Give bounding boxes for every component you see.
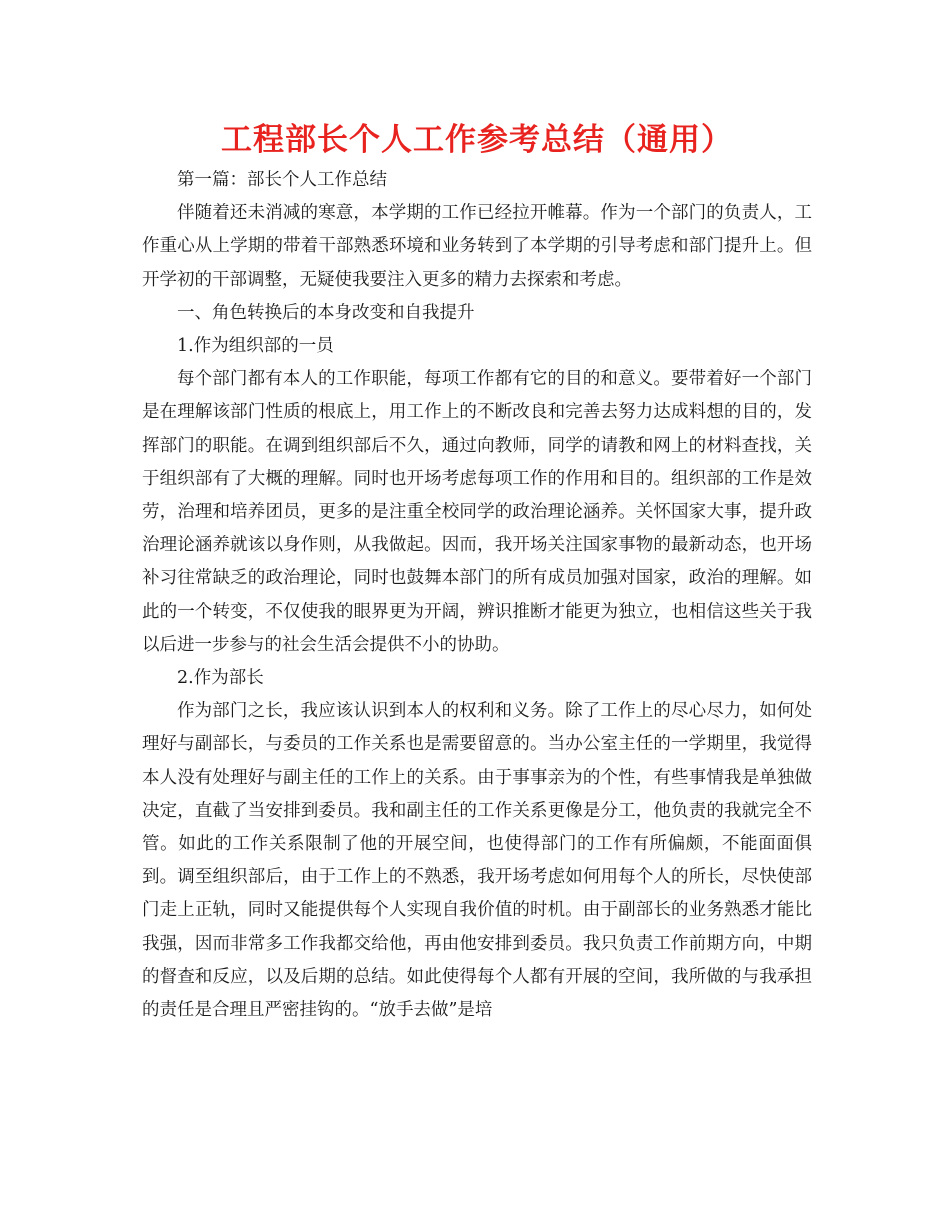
subsection-heading: 一、角色转换后的本身改变和自我提升	[177, 302, 475, 323]
document-page	[142, 118, 812, 1027]
body-paragraph: 每个部门都有本人的工作职能，每项工作都有它的目的和意义。要带着好一个部门是在理解该部门性质的根底上，用工作上的不断改良和完善去努力达成料想的目的，发挥部门的职能。在调到组织部后不久，通过向教师，同学的请教和网上的材料查找，关于组织部有了大概的理解。同时也开场考虑每项工作的作用和目的。组织部的工作是效劳，治理和培养团员，更多的是注重全校同学的政治理论涵养。关怀国家大事，提升政治理论涵养就该以身作则，从我做起。因而，我开场关注国家事物的最新动态，也开场补习往常缺乏的政治理论，同时也鼓舞本部门的所有成员加强对国家，政治的理解。如此的一个转变，不仅使我的眼界更为开阔，辨识推断才能更为独立，也相信这些关于我以后进一步参与的社会生活会提供不小的协助。	[142, 369, 812, 655]
body-paragraph: 作为部门之长，我应该认识到本人的权利和义务。除了工作上的尽心尽力，如何处理好与副部长，与委员的工作关系也是需要留意的。当办公室主任的一学期里，我觉得本人没有处理好与副主任的工作上的关系。由于事事亲为的个性，有些事情我是单独做决定，直截了当安排到委员。我和副主任的工作关系更像是分工，他负责的我就完全不管。如此的工作关系限制了他的开展空间，也使得部门的工作有所偏颇，不能面面俱到。调至组织部后，由于工作上的不熟悉，我开场考虑如何用每个人的所长，尽快使部门走上正轨，同时又能提供每个人实现自我价值的时机。由于副部长的业务熟悉才能比我强，因而非常多工作我都交给他，再由他安排到委员。我只负责工作前期方向，中期的督查和反应，以及后期的总结。如此使得每个人都有开展的空间，我所做的与我承担的责任是合理且严密挂钩的。“放手去做”是培	[142, 701, 812, 1021]
section-heading: 第一篇：部长个人工作总结	[177, 170, 387, 190]
document-title: 工程部长个人工作参考总结（通用）	[221, 122, 733, 158]
item-heading: 2.作为部长	[177, 668, 264, 689]
body-paragraph: 伴随着还未消减的寒意，本学期的工作已经拉开帷幕。作为一个部门的负责人，工作重心从上学期的带着干部熟悉环境和业务转到了本学期的引导考虑和部门提升上。但开学初的干部调整，无疑使我要注入更多的精力去探索和考虑。	[142, 203, 812, 290]
item-heading: 1.作为组织部的一员	[177, 336, 334, 357]
